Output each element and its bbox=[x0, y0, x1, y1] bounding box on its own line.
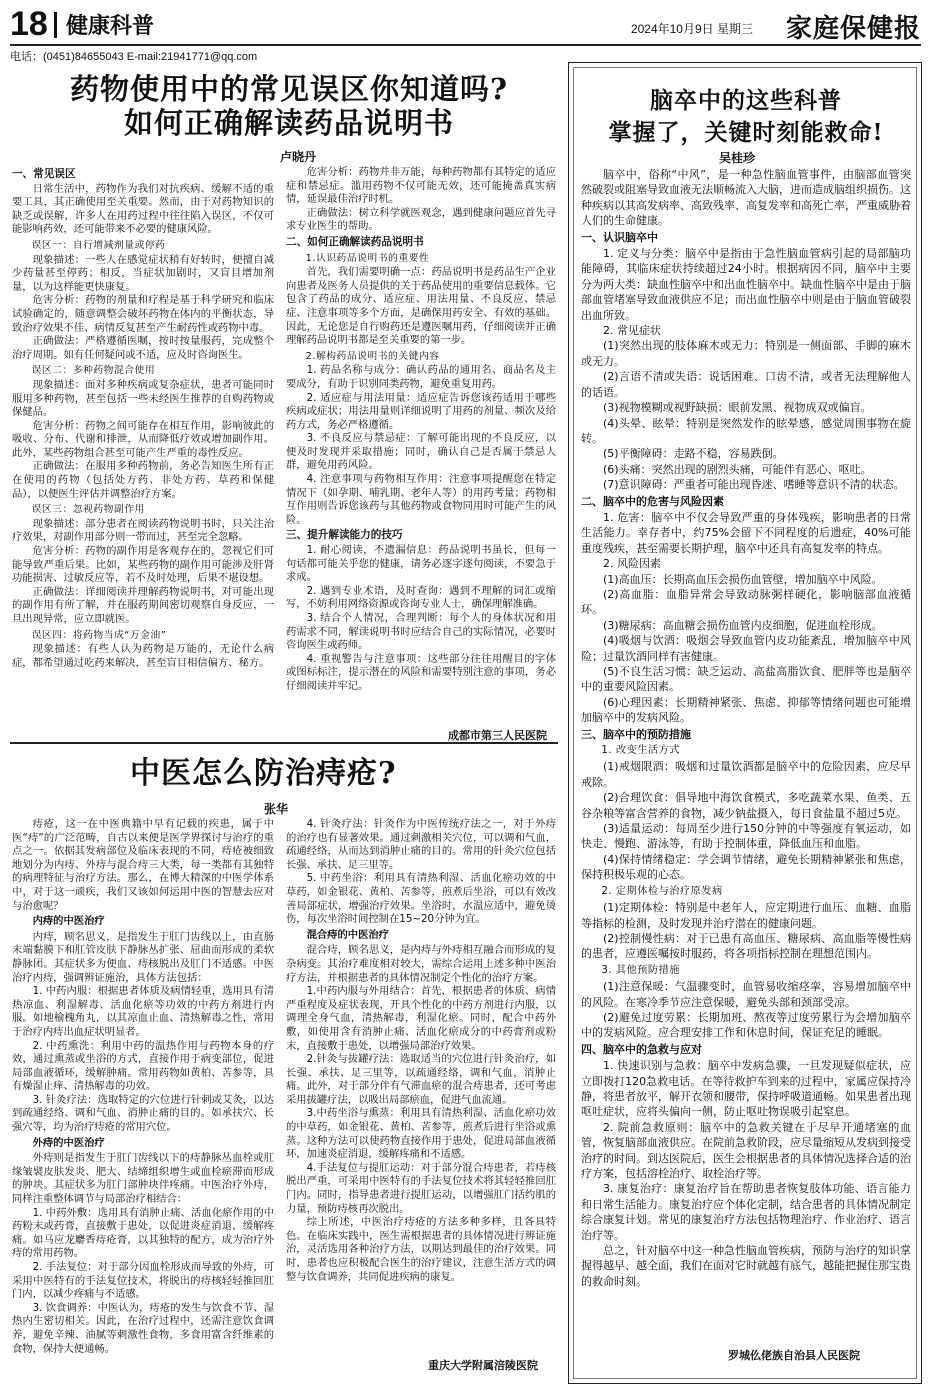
paragraph: 现象描述：有些人认为药物是万能的，无论什么病症，都希望通过吃药来解决，甚至盲目相信偏方、秘方。 bbox=[12, 643, 274, 669]
section-divider bbox=[10, 742, 558, 744]
stroke-title-line2: 掌握了，关键时刻能救命! bbox=[608, 119, 884, 146]
newspaper-brand: 家庭保健报 bbox=[785, 14, 921, 44]
paragraph: 混合痔，顾名思义，是内痔与外痔相互融合而形成的复杂病变。其治疗难度相对较大，需综合运用上述多种中医治疗方法，并根据患者的具体情况制定个性化的治疗方案。 bbox=[286, 944, 556, 984]
paragraph: 1. 耐心阅读，不遗漏信息：药品说明书虽长，但每一句话都可能关乎您的健康，请务必逐字逐句阅读，不要急于求成。 bbox=[286, 544, 556, 584]
paragraph: 正确做法：严格遵循医嘱，按时按量服药，完成整个治疗周期。如有任何疑问或不适，应及时咨询医生。 bbox=[12, 335, 274, 361]
section-heading: 三、脑卒中的预防措施 bbox=[581, 727, 691, 741]
paragraph: 1. 危害：脑卒中不仅会导致严重的身体残疾，影响患者的日常生活能力。幸存者中，约75%会留下不同程度的后遗症，40%可能重度残疾，甚至需要长期护理，脑卒中还具有高复发率的特点。 bbox=[581, 510, 911, 555]
paragraph: (1)突然出现的肢体麻木或无力：特别是一侧面部、手脚的麻木或无力。 bbox=[581, 339, 911, 368]
paragraph: (3)适量运动：每周至少进行150分钟的中等强度有氧运动，如快走、慢跑、游泳等，有助于控制体重，降低血压和血脂。 bbox=[581, 822, 911, 851]
paragraph: (3)视物模糊或视野缺损：眼前发黑、视物成双或偏盲。 bbox=[603, 401, 872, 415]
paragraph: 正确做法：详细阅读并理解药物说明书，对可能出现的副作用有所了解，并在服药期间密切观察自身反应，一旦出现异常，应立即就医。 bbox=[12, 585, 274, 625]
subheading: 误区三：忽视药物副作用 bbox=[31, 504, 145, 516]
section-heading: 二、如何正确解读药品说明书 bbox=[286, 235, 424, 248]
paragraph: 痔疮，这一在中医典籍中早有记载的疾患，属于中医“痔”的广泛范畴，自古以来便是医学界探讨与治疗的重点之一。依据其发病部位及临床表现的不同，痔疮被细致地划分为内痔、外痔与混合痔三大类，每一类都有其独特的病理特征与治疗方法。那么，在博大精深的中医学体系中，对于这一顽疾，我们又该如何运用中医的智慧去应对与治愈呢？ bbox=[12, 818, 274, 912]
paragraph: 5. 中药坐浴：利用具有清热利湿、活血化瘀功效的中草药，如金银花、黄柏、苦参等，煎煮后坐浴，可以有效改善局部症状，增强治疗效果。坐浴时，水温应适中，避免烫伤，每次坐浴时间控制在15~20分钟为宜。 bbox=[286, 872, 556, 926]
paragraph: 2. 风险因素 bbox=[603, 557, 661, 571]
publication-date: 2024年10月9日 星期三 bbox=[630, 22, 753, 36]
subheading: 误区一：自行增减剂量或停药 bbox=[31, 239, 166, 251]
stroke-article-body bbox=[581, 167, 911, 1390]
paragraph: 1. 中药外敷：选用具有消肿止痛、活血化瘀作用的中药粉末或药膏，直接敷于患处，以促进炎症消退，缓解疼痛。如马应龙麝香痔疮膏，以其独特的配方，成为治疗外痔的常用药物。 bbox=[12, 1206, 274, 1260]
paragraph: 危害分析：药物的剂量和疗程是基于科学研究和临床试验确定的，随意调整会破坏药物在体内的平衡状态，导致治疗效果不佳、病情反复甚至产生耐药性或药物中毒。 bbox=[12, 294, 274, 334]
article2-column-2 bbox=[286, 818, 556, 1354]
paragraph: 3.中药坐浴与熏蒸：利用具有清热利湿、活血化瘀功效的中草药，如金银花、黄柏、苦参等，煎煮后进行坐浴或熏蒸。这种方法可以使药物直接作用于患处，促进局部血液循环，加速炎症消退，缓解疼痛和不适感。 bbox=[286, 1107, 556, 1161]
paragraph: 4.手法复位与提肛运动：对于部分混合痔患者，若痔核脱出严重，可采用中医特有的手法复位技术将其轻轻推回肛门内。同时，指导患者进行提肛运动，以增强肛门括约肌的力量，预防痔核再次脱出。 bbox=[286, 1161, 556, 1215]
paragraph: (2)避免过度劳累：长期加班、熬夜等过度劳累行为会增加脑卒中的发病风险。应合理安排工作和休息时间，保证充足的睡眠。 bbox=[581, 1010, 911, 1040]
paragraph: 总之，针对脑卒中这一种急性脑血管疾病，预防与治疗的知识掌握得越早、越全面，我们在面对它时就越有底气，越能把握住那宝贵的救命时刻。 bbox=[581, 1244, 911, 1288]
paragraph: 1. 定义与分类：脑卒中是指由于急性脑血管病引起的局部脑功能障碍，其临床症状持续超过24小时。根据病因不同，脑卒中主要分为两大类：缺血性脑卒中和出血性脑卒中。缺血性脑卒中是由于脑部血管堵塞导致血液供应不足；而出血性脑卒中则是由于脑血管破裂出血所致。 bbox=[581, 247, 911, 322]
subheading: 1.认识药品说明书的重要性 bbox=[305, 252, 430, 264]
paragraph: 现象描述：面对多种疾病或复杂症状，患者可能同时服用多种药物，甚至包括一些未经医生推荐的自购药物或保健品。 bbox=[12, 378, 274, 419]
section-heading: 一、认识脑卒中 bbox=[581, 230, 658, 244]
paragraph: (1)戒烟限酒：吸烟和过量饮酒都是脑卒中的危险因素，应尽早戒除。 bbox=[581, 760, 911, 789]
paragraph: (7)意识障碍：严重者可能出现昏迷、嗜睡等意识不清的状态。 bbox=[603, 478, 905, 492]
subheading: 2. 定期体检与治疗原发病 bbox=[601, 885, 723, 897]
paragraph: 2. 手法复位：对于部分因血栓形成而导致的外痔，可采用中医特有的手法复位技术，将脱出的痔核轻轻推回肛门内，以减少疼痛与不适感。 bbox=[12, 1261, 274, 1301]
paragraph: 1. 药品名称与成分：确认药品的通用名、商品名及主要成分，有助于识别同类药物，避免重复用药。 bbox=[286, 364, 556, 390]
paragraph: 首先，我们需要明确一点：药品说明书是药品生产企业向患者及医务人员提供的关于药品使用的重要信息载体。它包含了药品的成分、适应症、用法用量、不良反应、禁忌症、注意事项等多个方面，是确保用药安全、有效的基础。因此，无论您是自行购药还是遵医嘱用药，仔细阅读并正确理解药品说明书都是至关重要的第一步。 bbox=[286, 266, 556, 347]
paragraph: (2)合理饮食：倡导地中海饮食模式，多吃蔬菜水果、鱼类、五谷杂粮等富含营养的食物，减少钠盐摄入，每日食盐量不超过5克。 bbox=[581, 791, 911, 820]
paragraph: (2)高血脂：血脂异常会导致动脉粥样硬化，影响脑部血液循环。 bbox=[581, 587, 911, 617]
paragraph: 2. 遇到专业术语，及时查询：遇到不理解的词汇或缩写，不妨利用网络资源或咨询专业人士，确保理解准确。 bbox=[286, 584, 556, 611]
paragraph: 4. 针灸疗法：针灸作为中医传统疗法之一，对于外痔的治疗也有显著效果。通过刺激相关穴位，可以调和气血，疏通经络，从而达到消肿止痛的目的。常用的针灸穴位包括长强、承扶、足三里等。 bbox=[286, 818, 556, 871]
article1-source: 成都市第三人民医院 bbox=[448, 729, 547, 742]
subheading: 误区二：多种药物混合使用 bbox=[31, 365, 156, 377]
article2-column-1 bbox=[12, 818, 274, 1386]
paragraph: 4. 重视警告与注意事项：这些部分往往用醒目的字体或图标标注，提示潜在的风险和需要特别注意的事项，务必仔细阅读并牢记。 bbox=[286, 652, 556, 692]
subheading: 混合痔的中医治疗 bbox=[306, 928, 389, 941]
paragraph: 2. 中药熏洗：利用中药的温热作用与药物本身的疗效，通过熏蒸或坐浴的方式，直接作用于病变部位，促进局部血液循环，缓解肿痛。常用药物如黄柏、苦参等，具有燥湿止痒、清热解毒的功效。 bbox=[12, 1039, 274, 1093]
section-heading: 二、脑卒中的危害与风险因素 bbox=[581, 494, 724, 508]
paragraph: 2. 院前急救原则：脑卒中的急救关键在于尽早开通堵塞的血管，恢复脑部血液供应。在院前急救阶段，应尽量缩短从发病到接受治疗的时间。到达医院后，医生会根据患者的具体情况选择合适的治疗方案，包括溶栓治疗、取栓治疗等。 bbox=[581, 1120, 911, 1180]
paragraph: (5)不良生活习惯：缺乏运动、高盐高脂饮食、肥胖等也是脑卒中的重要风险因素。 bbox=[581, 665, 911, 694]
article2-author: 张华 bbox=[264, 802, 289, 816]
page-number: 18 bbox=[10, 5, 48, 43]
stroke-article-author: 吴桂珍 bbox=[719, 151, 756, 165]
stroke-title-line1: 脑卒中的这些科普 bbox=[650, 87, 842, 114]
paragraph: 3. 不良反应与禁忌症：了解可能出现的不良反应，以便及时发现并采取措施；同时，确认自己是否属于禁忌人群，避免用药风险。 bbox=[286, 432, 556, 472]
subheading: 2.解构药品说明书的关键内容 bbox=[305, 350, 440, 362]
subheading: 外痔的中医治疗 bbox=[32, 1136, 105, 1149]
subheading: 误区四：将药物当成“万金油” bbox=[31, 629, 167, 641]
paragraph: (3)糖尿病：高血糖会损伤血管内皮细胞，促进血栓形成。 bbox=[603, 618, 883, 632]
contact-line: 电话：(0451)84655043 E-mail:21941771@qq.com bbox=[10, 51, 258, 63]
paragraph: 内痔，顾名思义，是指发生于肛门齿线以上，由直肠末端黏膜下和肛管皮肤下静脉丛扩张、屈曲而形成的柔软静脉团。其症状多为便血、痔核脱出及肛门不适感。中医治疗内痔，强调辨证施治，具体方法包括： bbox=[12, 930, 274, 984]
paragraph: (1)高血压：长期高血压会损伤血管壁，增加脑卒中风险。 bbox=[603, 572, 883, 586]
article1-column-1 bbox=[12, 166, 274, 726]
paragraph: 3. 康复治疗：康复治疗旨在帮助患者恢复肢体功能、语言能力和日常生活能力。康复治疗应个体化定制，结合患者的具体情况制定综合康复计划。常见的康复治疗方法包括物理治疗、作业治疗、语言治疗等。 bbox=[581, 1182, 911, 1242]
masthead bbox=[10, 6, 921, 46]
paragraph: 1.中药内服与外用结合：首先，根据患者的体质、病情严重程度及症状表现，开具个性化的中药方剂进行内服，以调理全身气血，清热解毒，利湿化瘀。同时，配合中药外敷，如使用含有消肿止痛、活血化瘀成分的中药膏剂或粉末，直接敷于患处，以增强局部治疗效果。 bbox=[286, 985, 556, 1052]
paragraph: 现象描述：部分患者在阅读药物说明书时，只关注治疗效果，对副作用部分则一带而过，甚至完全忽略。 bbox=[12, 517, 274, 544]
stroke-article-box bbox=[568, 62, 922, 1384]
paragraph: 2.针灸与拔罐疗法：选取适当的穴位进行针灸治疗，如长强、承扶、足三里等，以疏通经络，调和气血，消肿止痛。此外，对于部分伴有气滞血瘀的混合痔患者，还可考虑采用拔罐疗法，以吸出局部瘀血，促进气血流通。 bbox=[286, 1053, 556, 1106]
section-heading: 一、常见误区 bbox=[12, 168, 76, 180]
paragraph: 危害分析：药物之间可能存在相互作用，影响彼此的吸收、分布、代谢和排泄，从而降低疗效或增加副作用。此外，某些药物组合甚至可能产生严重的毒性反应。 bbox=[12, 419, 274, 459]
stroke-article-title bbox=[569, 85, 923, 149]
paragraph: 1. 快速识别与急救：脑卒中发病急骤，一旦发现疑似症状，应立即拨打120急救电话。在等待救护车到来的过程中，家属应保持冷静，将患者放平，解开衣领和腰带，保持呼吸道通畅。如果患者出现呕吐症状，应将头偏向一侧，防止呕吐物误吸引起窒息。 bbox=[581, 1059, 911, 1119]
paragraph: (5)平衡障碍：走路不稳，容易跌倒。 bbox=[603, 447, 784, 461]
article1-author: 卢晓丹 bbox=[280, 150, 317, 164]
article1-title bbox=[24, 72, 554, 140]
paragraph: (1)注意保暖：气温骤变时，血管易收缩痉挛，容易增加脑卒中的风险。在寒冷季节应注意保暖，避免头部和颈部受凉。 bbox=[581, 980, 911, 1009]
masthead-divider bbox=[54, 12, 57, 38]
article2-source: 重庆大学附属涪陵医院 bbox=[428, 1359, 538, 1372]
paragraph: 危害分析：药物并非万能，每种药物都有其特定的适应症和禁忌症。滥用药物不仅可能无效，还可能掩盖真实病情，延误最佳治疗时机。 bbox=[286, 166, 556, 206]
article1-title-line2: 如何正确解读药品说明书 bbox=[123, 106, 454, 140]
paragraph: 正确做法：树立科学就医观念，遇到健康问题应首先寻求专业医生的帮助。 bbox=[286, 206, 556, 233]
article2-title: 中医怎么防治痔疮? bbox=[130, 756, 397, 791]
paragraph: 正确做法：在服用多种药物前，务必告知医生所有正在使用的药物（包括处方药、非处方药、草药和保健品），以便医生评估并调整治疗方案。 bbox=[12, 460, 274, 500]
paragraph: 3. 结合个人情况，合理判断：每个人的身体状况和用药需求不同，解读说明书时应结合自己的实际情况，必要时咨询医生或药师。 bbox=[286, 612, 556, 652]
paragraph: 危害分析：药物的副作用是客观存在的，忽视它们可能导致严重后果。比如，某些药物的副作用可能涉及肝肾功能损害、过敏反应等，若不及时处理，后果不堪设想。 bbox=[12, 545, 274, 585]
paragraph: 3. 针灸疗法：选取特定的穴位进行针刺或艾灸，以达到疏通经络、调和气血、消肿止痛的目的。如承扶穴、长强穴等，均为治疗痔疮的常用穴位。 bbox=[12, 1093, 274, 1134]
paragraph: (1)定期体检：特别是中老年人，应定期进行血压、血糖、血脂等指标的检测，及时发现并治疗潜在的健康问题。 bbox=[581, 901, 911, 930]
article1-title-line1: 药物使用中的常见误区你知道吗? bbox=[70, 72, 508, 106]
section-name: 健康科普 bbox=[66, 13, 155, 39]
paragraph: 脑卒中，俗称“中风”，是一种急性脑血管事件，由脑部血管突然破裂或阻塞导致血液无法顺畅流入大脑，进而造成脑组织损伤。这种疾病以其高发病率、高致残率、高复发率和高死亡率，严重威胁着人们的生命健康。 bbox=[581, 168, 911, 228]
section-heading: 四、脑卒中的急救与应对 bbox=[581, 1042, 702, 1056]
paragraph: 综上所述，中医治疗痔疮的方法多种多样，且各具特色。在临床实践中，医生需根据患者的具体情况进行辨证施治，灵活选用各种治疗方法，以期达到最佳的治疗效果。同时，患者也应积极配合医生的治疗建议，注意生活方式的调整与饮食调养，共同促进疾病的康复。 bbox=[286, 1216, 556, 1283]
paragraph: 3. 饮食调养：中医认为，痔疮的发生与饮食不节、湿热内生密切相关。因此，在治疗过程中，还需注意饮食调养，避免辛辣、油腻等刺激性食物，多食用富含纤维素的食物，保持大便通畅。 bbox=[12, 1301, 274, 1355]
paragraph: (6)头痛：突然出现的剧烈头痛，可能伴有恶心、呕吐。 bbox=[603, 462, 872, 476]
paragraph: 外痔则是指发生于肛门齿线以下的痔静脉丛血栓或肛缘皱襞皮肤发炎、肥大、结缔组织增生或血栓瘀滞而形成的肿块。其症状多为肛门部肿块伴疼痛。中医治疗外痔，同样注重整体调节与局部治疗相结合： bbox=[12, 1152, 274, 1206]
paragraph: (2)言语不清或失语：说话困难、口齿不清，或者无法理解他人的话语。 bbox=[581, 370, 911, 399]
paragraph: (4)头晕、眩晕：特别是突然发作的眩晕感，感觉周围事物在旋转。 bbox=[581, 416, 911, 445]
section-heading: 三、提升解读能力的技巧 bbox=[286, 529, 403, 542]
paragraph: (4)保持情绪稳定：学会调节情绪，避免长期精神紧张和焦虑，保持积极乐观的心态。 bbox=[581, 852, 911, 882]
article1-column-2 bbox=[286, 166, 556, 726]
subheading: 内痔的中医治疗 bbox=[32, 915, 105, 928]
stroke-article-source: 罗城仫佬族自治县人民医院 bbox=[728, 1349, 860, 1362]
paragraph: (2)控制慢性病：对于已患有高血压、糖尿病、高血脂等慢性病的患者，应遵医嘱按时服药，将各项指标控制在理想范围内。 bbox=[581, 931, 911, 961]
paragraph: 现象描述：一些人在感觉症状稍有好转时，便擅自减少药量甚至停药；相反，当症状加剧时，又盲目增加剂量，以为这样能更快康复。 bbox=[12, 253, 274, 293]
paragraph: (6)心理因素：长期精神紧张、焦虑、抑郁等情绪问题也可能增加脑卒中的发病风险。 bbox=[581, 695, 911, 725]
subheading: 3. 其他预防措施 bbox=[601, 964, 680, 976]
paragraph: 1. 中药内服：根据患者体质及病情轻重，选用具有清热凉血、利湿解毒、活血化瘀等功效的中药方剂进行内服。如地榆槐角丸，以其凉血止血、清热解毒之性，常用于治疗内痔出血症状明显者。 bbox=[12, 985, 274, 1038]
paragraph: 2. 适应症与用法用量：适应症告诉您该药适用于哪些疾病或症状；用法用量则详细说明了用药的剂量、频次及给药方式，务必严格遵循。 bbox=[286, 391, 556, 431]
paragraph: 日常生活中，药物作为我们对抗疾病、缓解不适的重要工具，其正确使用至关重要。然而，由于对药物知识的缺乏或误解，许多人在用药过程中往往陷入误区，不仅可能影响药效，还可能带来不必要的健康风险。 bbox=[12, 182, 274, 236]
subheading: 1. 改变生活方式 bbox=[601, 745, 680, 757]
paragraph: 4. 注意事项与药物相互作用：注意事项提醒您在特定情况下（如孕期、哺乳期、老年人等）的用药考量；药物相互作用则告诉您该药与其他药物或食物同用时可能产生的风险。 bbox=[286, 473, 556, 526]
paragraph: (4)吸烟与饮酒：吸烟会导致血管内皮功能紊乱，增加脑卒中风险；过量饮酒同样有害健康。 bbox=[581, 634, 911, 663]
paragraph: 2. 常见症状 bbox=[603, 324, 661, 338]
